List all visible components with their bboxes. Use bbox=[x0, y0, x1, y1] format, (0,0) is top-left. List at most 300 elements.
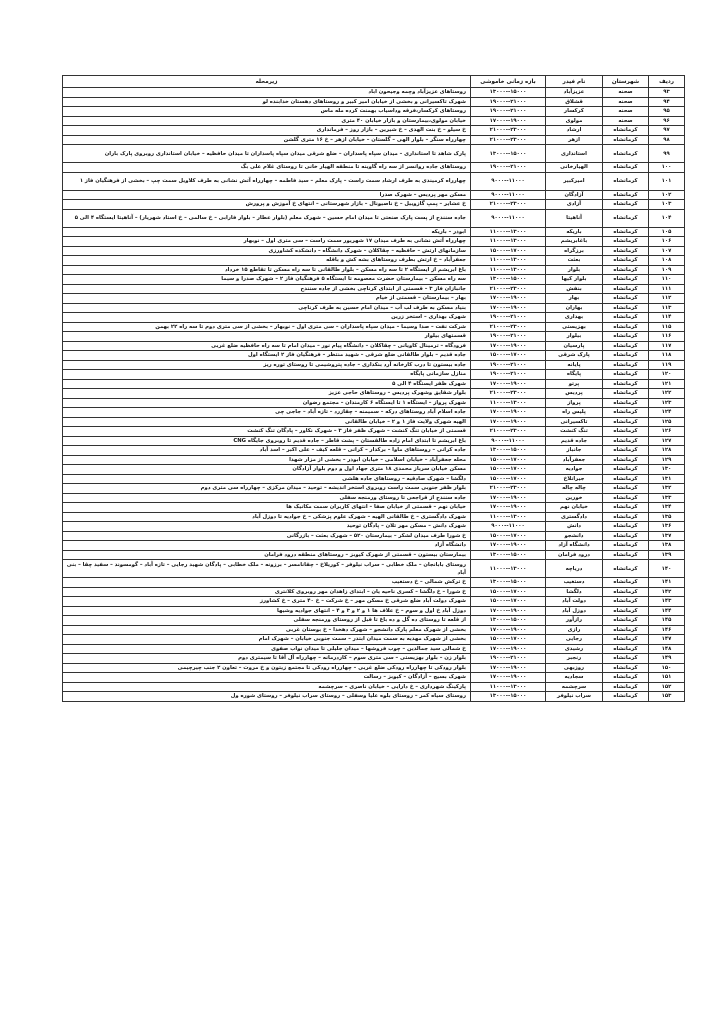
outage-schedule-page bbox=[62, 75, 684, 702]
row-number-cell: ۱۱۰ bbox=[649, 275, 685, 285]
outage-window-cell: ۱۷۰۰۰--۱۵۰۰۰ bbox=[471, 474, 546, 484]
neighborhood-cell: شهرک دانش – مسکن مهر تلان – پادگان توحید bbox=[63, 522, 471, 532]
table-row bbox=[63, 560, 685, 578]
neighborhood-cell: پارکینگ شهرداری – خ دارایی – خیابان ناصری – سرچشمه bbox=[63, 682, 471, 692]
feeder-name-cell: رنجبر bbox=[546, 654, 603, 664]
neighborhood-cell: مسکن مهر پردیس – شهرک صدرا bbox=[63, 190, 471, 200]
city-cell: کرمانشاه bbox=[603, 606, 649, 616]
table-row bbox=[63, 522, 685, 532]
row-number-cell: ۱۲۲ bbox=[649, 389, 685, 399]
city-cell: کرمانشاه bbox=[603, 541, 649, 551]
neighborhood-cell: چهارراه آتش نشانی به طرف میدان ۱۷ شهریور سمت راست – سی متری اول – نوبهار bbox=[63, 237, 471, 247]
outage-window-cell: ۱۷۰۰۰--۱۵۰۰۰ bbox=[471, 246, 546, 256]
feeder-name-cell: سرچشمه bbox=[546, 682, 603, 692]
header-neighborhood: زیرمحله bbox=[63, 76, 471, 88]
outage-window-cell: ۱۵۰۰۰--۱۳۰۰۰ bbox=[471, 550, 546, 560]
city-cell: کرمانشاه bbox=[603, 427, 649, 437]
city-cell: کرمانشاه bbox=[603, 332, 649, 342]
table-row bbox=[63, 294, 685, 304]
outage-window-cell: ۱۱۰۰۰--۹۰۰۰ bbox=[471, 190, 546, 200]
row-number-cell: ۱۴۹ bbox=[649, 654, 685, 664]
neighborhood-cell: جاده اسلام آباد روستاهای درکه – سمیمنه – چقازرد – تازه آباد – جاجی چی bbox=[63, 408, 471, 418]
city-cell: کرمانشاه bbox=[603, 560, 649, 578]
outage-window-cell: ۱۹۰۰۰--۱۷۰۰۰ bbox=[471, 673, 546, 683]
row-number-cell: ۱۴۷ bbox=[649, 635, 685, 645]
city-cell: صحنه bbox=[603, 116, 649, 126]
feeder-name-cell: دریاچه bbox=[546, 560, 603, 578]
neighborhood-cell: شرکت نفت – صدا وسیما – میدان سپاه پاسداران – سی متری اول – نوبهار – بخشی از سی متری دوم تا سه راه ۲۲ بهمن bbox=[63, 322, 471, 332]
table-row bbox=[63, 663, 685, 673]
city-cell: کرمانشاه bbox=[603, 145, 649, 163]
outage-window-cell: ۱۵۰۰۰--۱۳۰۰۰ bbox=[471, 578, 546, 588]
table-row bbox=[63, 408, 685, 418]
feeder-name-cell: چاله چاله bbox=[546, 484, 603, 494]
feeder-name-cell: رازآور bbox=[546, 616, 603, 626]
table-row bbox=[63, 474, 685, 484]
outage-window-cell: ۱۹۰۰۰--۱۷۰۰۰ bbox=[471, 663, 546, 673]
table-row bbox=[63, 97, 685, 107]
feeder-name-cell: دانشجو bbox=[546, 531, 603, 541]
neighborhood-cell: قسمتی از خیابان تنگ کنشت – شهرک ظفر فاز ۳ – شهرک نکاور – پادگان تنگ کنشت bbox=[63, 427, 471, 437]
table-row bbox=[63, 455, 685, 465]
neighborhood-cell: منازل سازمانی پایگاه bbox=[63, 370, 471, 380]
city-cell: کرمانشاه bbox=[603, 200, 649, 210]
table-row bbox=[63, 493, 685, 503]
neighborhood-cell: خ شورا طرف میدان لشکر – بیمارستان ۵۲۰ – شهرک بعثت – بازرگانی bbox=[63, 531, 471, 541]
city-cell: کرمانشاه bbox=[603, 341, 649, 351]
neighborhood-cell: دانشگاه آزاد bbox=[63, 541, 471, 551]
neighborhood-cell: باغ ابریشم تا ابتدای امام زاده طالقستان – پشت قاطر – جاده قدیم تا روبروی جایگاه CNG bbox=[63, 436, 471, 446]
outage-window-cell: ۱۷۰۰۰--۱۵۰۰۰ bbox=[471, 587, 546, 597]
city-cell: کرمانشاه bbox=[603, 389, 649, 399]
feeder-name-cell: بهداری bbox=[546, 313, 603, 323]
table-row bbox=[63, 322, 685, 332]
row-number-cell: ۱۱۶ bbox=[649, 332, 685, 342]
city-cell: کرمانشاه bbox=[603, 446, 649, 456]
row-number-cell: ۱۳۶ bbox=[649, 522, 685, 532]
feeder-name-cell: برزگراه bbox=[546, 246, 603, 256]
outage-window-cell: ۲۱۰۰۰--۱۹۰۰۰ bbox=[471, 313, 546, 323]
outage-window-cell: ۲۳۰۰۰--۲۱۰۰۰ bbox=[471, 284, 546, 294]
city-cell: کرمانشاه bbox=[603, 163, 649, 173]
city-cell: کرمانشاه bbox=[603, 522, 649, 532]
feeder-name-cell: جعفرآباد bbox=[546, 455, 603, 465]
city-cell: کرمانشاه bbox=[603, 616, 649, 626]
city-cell: کرمانشاه bbox=[603, 370, 649, 380]
table-row bbox=[63, 625, 685, 635]
outage-window-cell: ۱۹۰۰۰--۱۷۰۰۰ bbox=[471, 116, 546, 126]
row-number-cell: ۱۰۱ bbox=[649, 172, 685, 190]
neighborhood-cell: بلوار ظفر جنوبی سمت راست روبروی استخر اندیشه – توحید – میدان مرکزی – چهارراه سی متری دوم bbox=[63, 484, 471, 494]
neighborhood-cell: جانبازان فاز ۳ – قسمتی از ابتدای کرناچی بخشی از جاده سنندج bbox=[63, 284, 471, 294]
table-row bbox=[63, 200, 685, 210]
city-cell: صحنه bbox=[603, 97, 649, 107]
neighborhood-cell: الهیه شهرک ولایت فاز ۱ و ۲ – خیابان طالقانی bbox=[63, 417, 471, 427]
feeder-name-cell: پرتو bbox=[546, 379, 603, 389]
neighborhood-cell: روستاهای عزیزآباد وچمه وجیحون اباد bbox=[63, 88, 471, 98]
neighborhood-cell: بهار – بیمارستان – قسمتی از خیام bbox=[63, 294, 471, 304]
table-row bbox=[63, 654, 685, 664]
feeder-name-cell: روزبهی bbox=[546, 663, 603, 673]
table-row bbox=[63, 587, 685, 597]
table-row bbox=[63, 550, 685, 560]
row-number-cell: ۱۰۲ bbox=[649, 190, 685, 200]
row-number-cell: ۱۲۱ bbox=[649, 379, 685, 389]
row-number-cell: ۱۲۵ bbox=[649, 417, 685, 427]
outage-window-cell: ۲۱۰۰۰--۱۹۰۰۰ bbox=[471, 360, 546, 370]
row-number-cell: ۱۰۵ bbox=[649, 227, 685, 237]
row-number-cell: ۱۰۷ bbox=[649, 246, 685, 256]
neighborhood-cell: روستاهای جاده روانسر از سه راه گاوینه تا منطقه الهیار خانی تا روستای غلام علی بگ bbox=[63, 163, 471, 173]
city-cell: کرمانشاه bbox=[603, 654, 649, 664]
outage-window-cell: ۱۹۰۰۰--۱۷۰۰۰ bbox=[471, 493, 546, 503]
outage-window-cell: ۱۳۰۰۰--۱۱۰۰۰ bbox=[471, 237, 546, 247]
city-cell: کرمانشاه bbox=[603, 663, 649, 673]
table-row bbox=[63, 313, 685, 323]
feeder-name-cell: آزادی bbox=[546, 200, 603, 210]
row-number-cell: ۹۴ bbox=[649, 97, 685, 107]
city-cell: کرمانشاه bbox=[603, 465, 649, 475]
row-number-cell: ۱۳۷ bbox=[649, 531, 685, 541]
neighborhood-cell: شهرک دولت آباد ضلع شرقی خ مسکن مهر – خ شرکت – خ ۴۰ متری – خ کشاورز bbox=[63, 597, 471, 607]
feeder-name-cell: دانشگاه آزاد bbox=[546, 541, 603, 551]
row-number-cell: ۱۲۰ bbox=[649, 370, 685, 380]
row-number-cell: ۱۱۷ bbox=[649, 341, 685, 351]
header-city: شهرستان bbox=[603, 76, 649, 88]
feeder-name-cell: بلوار کیها bbox=[546, 275, 603, 285]
outage-window-cell: ۱۹۰۰۰--۱۷۰۰۰ bbox=[471, 303, 546, 313]
table-row bbox=[63, 237, 685, 247]
row-number-cell: ۱۴۲ bbox=[649, 587, 685, 597]
feeder-name-cell: استانداری bbox=[546, 145, 603, 163]
feeder-name-cell: بنفش bbox=[546, 284, 603, 294]
outage-window-cell: ۲۳۰۰۰--۲۱۰۰۰ bbox=[471, 126, 546, 136]
table-row bbox=[63, 116, 685, 126]
table-row bbox=[63, 484, 685, 494]
table-row bbox=[63, 275, 685, 285]
neighborhood-cell: چهارراه کرمیندی به طرف ارشاد سمت راست – پارک معلم – سید فاطمه – چهارراه آتش نشانی به طرف کلاویل سمت چپ – بخشی از فرهنگیان فاز ۱ bbox=[63, 172, 471, 190]
neighborhood-cell: دوزل آباد خ اول و سوم – خ علاف ها ۱ و ۲ و ۳ و ۴ – انتهای جوادیه وشیها bbox=[63, 606, 471, 616]
feeder-name-cell: بهاران bbox=[546, 303, 603, 313]
city-cell: کرمانشاه bbox=[603, 172, 649, 190]
table-row bbox=[63, 246, 685, 256]
feeder-name-cell: باغابریشم bbox=[546, 237, 603, 247]
table-row bbox=[63, 531, 685, 541]
row-number-cell: ۱۰۸ bbox=[649, 256, 685, 266]
city-cell: کرمانشاه bbox=[603, 578, 649, 588]
row-number-cell: ۱۴۶ bbox=[649, 625, 685, 635]
outage-window-cell: ۱۷۰۰۰--۱۵۰۰۰ bbox=[471, 531, 546, 541]
feeder-name-cell: قشلاق bbox=[546, 97, 603, 107]
table-row bbox=[63, 341, 685, 351]
feeder-name-cell: تنگ کنشت bbox=[546, 427, 603, 437]
neighborhood-cell: مسکن خیابان سرباز محمدی ۱۸ متری جهاد اول و دوم بلوار آزادگان bbox=[63, 465, 471, 475]
city-cell: کرمانشاه bbox=[603, 322, 649, 332]
city-cell: کرمانشاه bbox=[603, 227, 649, 237]
city-cell: کرمانشاه bbox=[603, 275, 649, 285]
neighborhood-cell: باغ ابریشم از ایستگاه ۲ تا سه راه مسکن – بلوار طالقانی تا سه راه مسکن تا تقاطع ۱۵ خرداد bbox=[63, 265, 471, 275]
city-cell: کرمانشاه bbox=[603, 493, 649, 503]
table-row bbox=[63, 145, 685, 163]
table-row bbox=[63, 303, 685, 313]
neighborhood-cell: خ سیلو – خ بنت الهدی – خ شیرین – بازار روز – فرمانداری bbox=[63, 126, 471, 136]
table-row bbox=[63, 126, 685, 136]
city-cell: کرمانشاه bbox=[603, 294, 649, 304]
row-number-cell: ۹۶ bbox=[649, 116, 685, 126]
row-number-cell: ۱۵۱ bbox=[649, 673, 685, 683]
outage-window-cell: ۲۱۰۰۰--۱۹۰۰۰ bbox=[471, 163, 546, 173]
neighborhood-cell: روستاهای کرکسار،فرقه وداسیاب بهمنت کرده مله ماس bbox=[63, 107, 471, 117]
table-row bbox=[63, 265, 685, 275]
outage-window-cell: ۱۹۰۰۰--۱۷۰۰۰ bbox=[471, 625, 546, 635]
outage-schedule-table bbox=[62, 75, 685, 702]
neighborhood-cell: قسمتهای بیلوار bbox=[63, 332, 471, 342]
table-row bbox=[63, 616, 685, 626]
neighborhood-cell: خ عشایر – پمپ گازوییل – خ ناصیونال – بازار شهرستانی – انتهای خ آموزش و پرورش bbox=[63, 200, 471, 210]
row-number-cell: ۱۴۸ bbox=[649, 644, 685, 654]
city-cell: کرمانشاه bbox=[603, 237, 649, 247]
neighborhood-cell: ابوذر – باریکه bbox=[63, 227, 471, 237]
outage-window-cell: ۲۱۰۰۰--۱۹۰۰۰ bbox=[471, 97, 546, 107]
table-row bbox=[63, 644, 685, 654]
feeder-name-cell: درود فرامان bbox=[546, 550, 603, 560]
city-cell: کرمانشاه bbox=[603, 265, 649, 275]
city-cell: کرمانشاه bbox=[603, 303, 649, 313]
row-number-cell: ۹۷ bbox=[649, 126, 685, 136]
table-row bbox=[63, 209, 685, 227]
neighborhood-cell: شهرک ظفر ایستگاه ۴ الی ۵ bbox=[63, 379, 471, 389]
city-cell: کرمانشاه bbox=[603, 190, 649, 200]
row-number-cell: ۱۲۶ bbox=[649, 427, 685, 437]
outage-window-cell: ۲۱۰۰۰--۱۹۰۰۰ bbox=[471, 370, 546, 380]
neighborhood-cell: شهرک دادگستری – خ طالقانی الهیه – شهرک علوم پزشکی – خ جوادیه تا دوزل آباد bbox=[63, 512, 471, 522]
feeder-name-cell: رازی bbox=[546, 625, 603, 635]
city-cell: کرمانشاه bbox=[603, 284, 649, 294]
feeder-name-cell: جانباز bbox=[546, 446, 603, 456]
table-row bbox=[63, 673, 685, 683]
row-number-cell: ۱۱۱ bbox=[649, 284, 685, 294]
city-cell: کرمانشاه bbox=[603, 408, 649, 418]
row-number-cell: ۱۱۹ bbox=[649, 360, 685, 370]
feeder-name-cell: الهیارخانی bbox=[546, 163, 603, 173]
neighborhood-cell: دلگشا – شهرک صادقیه – روستاهای جاده هلشی bbox=[63, 474, 471, 484]
row-number-cell: ۱۲۳ bbox=[649, 398, 685, 408]
neighborhood-cell: روستای بابانجان – ملک خطابی – سراب نیلوفر – کوریلاخ – چقانامسر – برزونه – ملک خطابی – پادگان شهید رجایی – تازه آباد – گومسوند – سفید چقا – بنی آباد bbox=[63, 560, 471, 578]
outage-window-cell: ۱۵۰۰۰--۱۳۰۰۰ bbox=[471, 692, 546, 702]
neighborhood-cell: خ شورا – خ دلگشا – کسری ناحیه یان – ابتدای زاهدان مهر روبروی کلانتری bbox=[63, 587, 471, 597]
outage-window-cell: ۲۳۰۰۰--۲۱۰۰۰ bbox=[471, 389, 546, 399]
outage-window-cell: ۱۹۰۰۰--۱۷۰۰۰ bbox=[471, 341, 546, 351]
feeder-name-cell: بیلوار bbox=[546, 332, 603, 342]
feeder-name-cell: آناهیتا bbox=[546, 209, 603, 227]
city-cell: کرمانشاه bbox=[603, 246, 649, 256]
row-number-cell: ۱۰۴ bbox=[649, 209, 685, 227]
table-row bbox=[63, 682, 685, 692]
feeder-name-cell: بهار bbox=[546, 294, 603, 304]
outage-window-cell: ۲۳۰۰۰--۲۱۰۰۰ bbox=[471, 200, 546, 210]
neighborhood-cell: جاده بیستون تا درب کارخانه آرد بنکداری – جاده پتروشیمی تا روستای توره ریز bbox=[63, 360, 471, 370]
neighborhood-cell: خ ترکش شمالی – خ دستغیب bbox=[63, 578, 471, 588]
outage-window-cell: ۱۹۰۰۰--۱۷۰۰۰ bbox=[471, 644, 546, 654]
neighborhood-cell: جاده کرانی – روستاهای ماوا – برکدار – کرانی – قلعه کیف – علی اکبر – اسد آباد bbox=[63, 446, 471, 456]
city-cell: کرمانشاه bbox=[603, 436, 649, 446]
feeder-name-cell: پرواز bbox=[546, 398, 603, 408]
table-row bbox=[63, 436, 685, 446]
table-row bbox=[63, 107, 685, 117]
feeder-name-cell: دادگستری bbox=[546, 512, 603, 522]
city-cell: کرمانشاه bbox=[603, 313, 649, 323]
city-cell: کرمانشاه bbox=[603, 503, 649, 513]
feeder-name-cell: دلگشا bbox=[546, 587, 603, 597]
row-number-cell: ۹۸ bbox=[649, 135, 685, 145]
row-number-cell: ۹۹ bbox=[649, 145, 685, 163]
city-cell: کرمانشاه bbox=[603, 126, 649, 136]
table-row bbox=[63, 332, 685, 342]
city-cell: کرمانشاه bbox=[603, 474, 649, 484]
outage-window-cell: ۲۱۰۰۰--۱۹۰۰۰ bbox=[471, 654, 546, 664]
row-number-cell: ۱۴۳ bbox=[649, 597, 685, 607]
feeder-name-cell: باریکه bbox=[546, 227, 603, 237]
outage-window-cell: ۱۹۰۰۰--۱۷۰۰۰ bbox=[471, 417, 546, 427]
row-number-cell: ۱۳۳ bbox=[649, 493, 685, 503]
feeder-name-cell: امیرکبیر bbox=[546, 172, 603, 190]
city-cell: کرمانشاه bbox=[603, 135, 649, 145]
header-row-number: ردیف bbox=[649, 76, 685, 88]
table-row bbox=[63, 465, 685, 475]
row-number-cell: ۱۱۸ bbox=[649, 351, 685, 361]
city-cell: کرمانشاه bbox=[603, 692, 649, 702]
outage-window-cell: ۱۷۰۰۰--۱۵۰۰۰ bbox=[471, 597, 546, 607]
row-number-cell: ۱۴۵ bbox=[649, 616, 685, 626]
row-number-cell: ۱۰۹ bbox=[649, 265, 685, 275]
city-cell: کرمانشاه bbox=[603, 531, 649, 541]
row-number-cell: ۹۵ bbox=[649, 107, 685, 117]
neighborhood-cell: شهرک بسیج – آزادگان – کیوبز – رسالت bbox=[63, 673, 471, 683]
neighborhood-cell: بنیاد مسکن به طرف لب آب – میدان امام حسین به طرف کرناچی bbox=[63, 303, 471, 313]
city-cell: کرمانشاه bbox=[603, 597, 649, 607]
row-number-cell: ۱۳۸ bbox=[649, 541, 685, 551]
row-number-cell: ۱۲۴ bbox=[649, 408, 685, 418]
city-cell: کرمانشاه bbox=[603, 360, 649, 370]
row-number-cell: ۱۰۶ bbox=[649, 237, 685, 247]
row-number-cell: ۱۴۰ bbox=[649, 560, 685, 578]
feeder-name-cell: خورین bbox=[546, 493, 603, 503]
city-cell: کرمانشاه bbox=[603, 209, 649, 227]
row-number-cell: ۱۲۷ bbox=[649, 436, 685, 446]
table-row bbox=[63, 606, 685, 616]
table-row bbox=[63, 284, 685, 294]
table-row bbox=[63, 351, 685, 361]
outage-window-cell: ۱۵۰۰۰--۱۳۰۰۰ bbox=[471, 616, 546, 626]
outage-window-cell: ۱۱۰۰۰--۹۰۰۰ bbox=[471, 209, 546, 227]
feeder-name-cell: پایانه bbox=[546, 360, 603, 370]
header-feeder-name: نام فیدر bbox=[546, 76, 603, 88]
outage-window-cell: ۱۹۰۰۰--۱۷۰۰۰ bbox=[471, 294, 546, 304]
feeder-name-cell: جیرانلاخ bbox=[546, 474, 603, 484]
table-row bbox=[63, 379, 685, 389]
table-row bbox=[63, 541, 685, 551]
row-number-cell: ۱۳۹ bbox=[649, 550, 685, 560]
city-cell: کرمانشاه bbox=[603, 256, 649, 266]
outage-window-cell: ۲۳۰۰۰--۲۱۰۰۰ bbox=[471, 322, 546, 332]
table-header-row bbox=[63, 76, 685, 88]
city-cell: کرمانشاه bbox=[603, 351, 649, 361]
row-number-cell: ۱۰۰ bbox=[649, 163, 685, 173]
neighborhood-cell: خیابان مولوی،بیمارستان و بازار خیابان ۴۰ متری bbox=[63, 116, 471, 126]
outage-window-cell: ۱۳۰۰۰--۱۱۰۰۰ bbox=[471, 256, 546, 266]
feeder-name-cell: بعثت bbox=[546, 256, 603, 266]
feeder-name-cell: پارک شرقی bbox=[546, 351, 603, 361]
neighborhood-cell: جاده سنندج از قراجعی تا روستای ورمنجه سفلی bbox=[63, 493, 471, 503]
row-number-cell: ۱۵۰ bbox=[649, 663, 685, 673]
city-cell: کرمانشاه bbox=[603, 682, 649, 692]
outage-window-cell: ۱۷۰۰۰--۱۵۰۰۰ bbox=[471, 455, 546, 465]
outage-window-cell: ۱۵۰۰۰--۱۳۰۰۰ bbox=[471, 145, 546, 163]
neighborhood-cell: از قلعه تا روستای ده گل و ده باغ تا قبل از روستای ورمنجه سفلی bbox=[63, 616, 471, 626]
neighborhood-cell: بیمارستان بیستون – قسمتی از شهرک کیوبز – روستاهای منطقه درود فرامان bbox=[63, 550, 471, 560]
neighborhood-cell: خ شمالی سید جمالدین – چوب فروشها – میدان جلیلی تا میدان نواب صفوی bbox=[63, 644, 471, 654]
city-cell: کرمانشاه bbox=[603, 625, 649, 635]
outage-window-cell: ۱۷۰۰۰--۱۵۰۰۰ bbox=[471, 351, 546, 361]
feeder-name-cell: جاده قدیم bbox=[546, 436, 603, 446]
city-cell: کرمانشاه bbox=[603, 484, 649, 494]
table-row bbox=[63, 227, 685, 237]
feeder-name-cell: پارسیان bbox=[546, 341, 603, 351]
table-row bbox=[63, 389, 685, 399]
feeder-name-cell: بهزیستی bbox=[546, 322, 603, 332]
neighborhood-cell: خیابان نهم – قسمتی از خیابان صفا – انتهای کاربران سمت مکانیک ها bbox=[63, 503, 471, 513]
city-cell: کرمانشاه bbox=[603, 550, 649, 560]
row-number-cell: ۱۱۲ bbox=[649, 294, 685, 304]
feeder-name-cell: دانش bbox=[546, 522, 603, 532]
feeder-name-cell: سجادیه bbox=[546, 673, 603, 683]
row-number-cell: ۱۳۴ bbox=[649, 503, 685, 513]
row-number-cell: ۱۱۴ bbox=[649, 313, 685, 323]
feeder-name-cell: سراب نیلوفر bbox=[546, 692, 603, 702]
feeder-name-cell: پلیس راه bbox=[546, 408, 603, 418]
neighborhood-cell: جعفرآباد – خ ارتش بطرف روستاهای بشه کش و باقله bbox=[63, 256, 471, 266]
neighborhood-cell: جاده سنندج از پست پارک صنعتی تا میدان امام حسین – شهرک معلم (بلوار عطار – بلوار فارابی – خ سالمی – خ استاد شهریار) – آناهیتا ایستگاه ۴ الی ۵ bbox=[63, 209, 471, 227]
row-number-cell: ۱۳۵ bbox=[649, 512, 685, 522]
neighborhood-cell: شهرک پرواز – ایستگاه ۱ تا ایستگاه ۶ کارمندان – مجتمع رضوان bbox=[63, 398, 471, 408]
city-cell: کرمانشاه bbox=[603, 379, 649, 389]
feeder-name-cell: جوادیه bbox=[546, 465, 603, 475]
outage-window-cell: ۱۹۰۰۰--۱۷۰۰۰ bbox=[471, 606, 546, 616]
outage-window-cell: ۲۱۰۰۰--۱۹۰۰۰ bbox=[471, 332, 546, 342]
neighborhood-cell: سازمانهای ارتش – حافظیه – چقاکلان – شهرک دانشگاه – دانشکده کشاورزی bbox=[63, 246, 471, 256]
neighborhood-cell: چهارراه سنگر – بلوار الهی – گلستان – خیابان ازهر – خ ۱۶ متری گلشن bbox=[63, 135, 471, 145]
table-row bbox=[63, 398, 685, 408]
neighborhood-cell: محله جعفرآباد – خیابان اسلامی – خیابان ابوذر – بخشی از مزار شهدا bbox=[63, 455, 471, 465]
feeder-name-cell: مولوی bbox=[546, 116, 603, 126]
outage-window-cell: ۱۹۰۰۰--۱۷۰۰۰ bbox=[471, 541, 546, 551]
outage-window-cell: ۲۳۰۰۰--۲۱۰۰۰ bbox=[471, 427, 546, 437]
outage-window-cell: ۱۵۰۰۰--۱۳۰۰۰ bbox=[471, 88, 546, 98]
table-row bbox=[63, 360, 685, 370]
feeder-name-cell: دوزل آباد bbox=[546, 606, 603, 616]
neighborhood-cell: پارک شاهد تا استانداری – میدان سپاه پاسداران – ضلع شرقی میدان سپاه پاسداران تا میدان حافظیه – خیابان استانداری روبروی پارک باران bbox=[63, 145, 471, 163]
row-number-cell: ۱۰۳ bbox=[649, 200, 685, 210]
outage-window-cell: ۱۵۰۰۰--۱۳۰۰۰ bbox=[471, 446, 546, 456]
city-cell: کرمانشاه bbox=[603, 635, 649, 645]
city-cell: کرمانشاه bbox=[603, 398, 649, 408]
table-row bbox=[63, 370, 685, 380]
outage-window-cell: ۱۱۰۰۰--۹۰۰۰ bbox=[471, 172, 546, 190]
feeder-name-cell: دولت آباد bbox=[546, 597, 603, 607]
outage-window-cell: ۱۱۰۰۰--۹۰۰۰ bbox=[471, 436, 546, 446]
feeder-name-cell: رشیدی bbox=[546, 644, 603, 654]
outage-window-cell: ۱۳۰۰۰--۱۱۰۰۰ bbox=[471, 227, 546, 237]
